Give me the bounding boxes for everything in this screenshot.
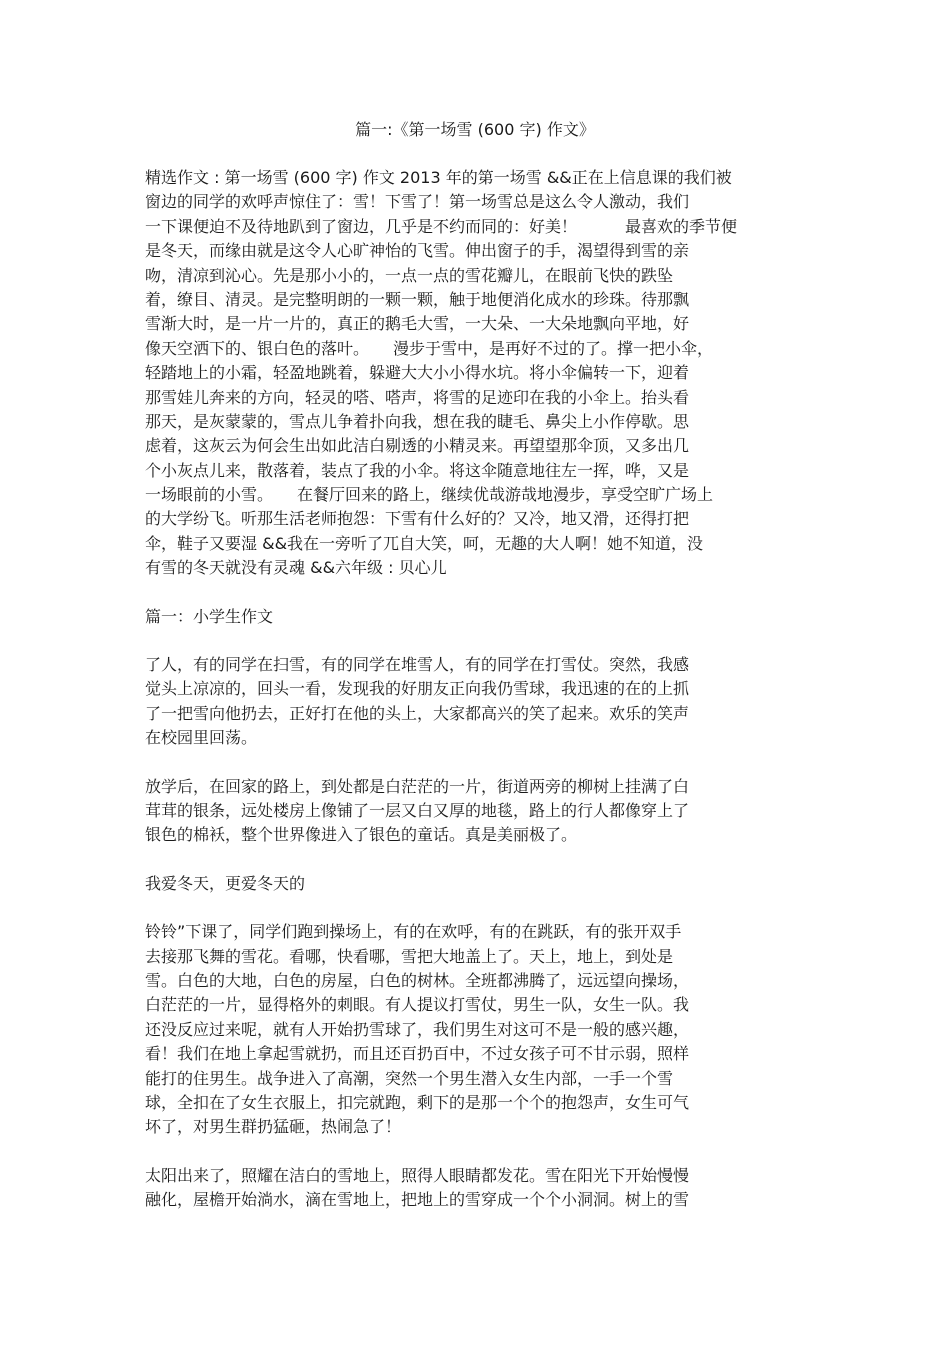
text-line: 茸茸的银条，远处楼房上像铺了一层又白又厚的地毯，路上的行人都像穿上了 bbox=[145, 800, 690, 820]
text-line: 球，全扣在了女生衣服上，扣完就跑，剩下的是那一个个的抱怨声，女生可气 bbox=[145, 1092, 690, 1112]
text-line: 一场眼前的小雪。 在餐厅回来的路上，继续优哉游哉地漫步，享受空旷广场上 bbox=[145, 485, 714, 505]
text-line: 放学后，在回家的路上，到处都是白茫茫的一片，街道两旁的柳树上挂满了白 bbox=[145, 776, 690, 796]
text-line: 像天空洒下的、银白色的落叶。 漫步于雪中，是再好不过的了。撑一把小伞， bbox=[145, 338, 714, 358]
text-line: 雪渐大时，是一片一片的，真正的鹅毛大雪，一大朵、一大朵地飘向平地，好 bbox=[145, 314, 690, 334]
paragraph bbox=[145, 1164, 825, 1213]
document-body bbox=[145, 166, 825, 1212]
text-line: 还没反应过来呢，就有人开始扔雪球了，我们男生对这可不是一般的感兴趣， bbox=[145, 1019, 690, 1039]
paragraph bbox=[145, 775, 825, 848]
text-line: 那雪娃儿奔来的方向，轻灵的嗒、嗒声，将雪的足迹印在我的小伞上。抬头看 bbox=[145, 387, 690, 407]
text-line: 去接那飞舞的雪花。看哪，快看哪，雪把大地盖上了。天上，地上，到处是 bbox=[145, 946, 674, 966]
text-line: 虑着，这灰云为何会生出如此洁白剔透的小精灵来。再望望那伞顶，又多出几 bbox=[145, 436, 690, 456]
text-line: 白茫茫的一片，显得格外的刺眼。有人提议打雪仗，男生一队，女生一队。我 bbox=[145, 995, 690, 1015]
text-line: 能打的住男生。战争进入了高潮，突然一个男生潜入女生内部，一手一个雪 bbox=[145, 1068, 674, 1088]
text-line: 铃铃”下课了，同学们跑到操场上，有的在欢呼，有的在跳跃，有的张开双手 bbox=[145, 922, 682, 942]
text-line: 银色的棉袄，整个世界像进入了银色的童话。真是美丽极了。 bbox=[145, 825, 578, 845]
text-line: 我爱冬天，更爱冬天的 bbox=[145, 873, 306, 893]
text-line: 那天，是灰蒙蒙的，雪点儿争着扑向我，想在我的睫毛、鼻尖上小作停歇。思 bbox=[145, 411, 690, 431]
text-line: 吻，清凉到沁心。先是那小小的，一点一点的雪花瓣儿，在眼前飞快的跌坠 bbox=[145, 265, 674, 285]
paragraph bbox=[145, 920, 825, 1140]
text-line: 个小灰点儿来，散落着，装点了我的小伞。将这伞随意地往左一挥，哗，又是 bbox=[145, 460, 690, 480]
section-heading: 篇一：小学生作文 bbox=[145, 606, 274, 626]
text-line: 看！我们在地上拿起雪就扔，而且还百扔百中，不过女孩子可不甘示弱，照样 bbox=[145, 1044, 690, 1064]
text-line: 着，缭目、清灵。是完整明朗的一颗一颗，触于地便消化成水的珍珠。待那飘 bbox=[145, 289, 690, 309]
text-line: 有雪的冬天就没有灵魂 &&六年级 : 贝心儿 bbox=[145, 558, 447, 578]
text-line: 精选作文 : 第一场雪 (600 字) 作文 2013 年的第一场雪 &&正在上信息课的我们被 bbox=[145, 168, 732, 187]
text-line: 了人，有的同学在扫雪，有的同学在堆雪人，有的同学在打雪仗。突然，我感 bbox=[145, 655, 690, 675]
text-line: 在校园里回荡。 bbox=[145, 728, 258, 748]
text-line: 融化，屋檐开始淌水，滴在雪地上，把地上的雪穿成一个个小洞洞。树上的雪 bbox=[145, 1190, 690, 1210]
text-line: 一下课便迫不及待地趴到了窗边，几乎是不约而同的：好美！ 最喜欢的季节便 bbox=[145, 216, 738, 236]
essay-section-1 bbox=[145, 166, 825, 581]
paragraph bbox=[145, 653, 825, 751]
document-title: 篇一:《第一场雪 (600 字) 作文》 bbox=[355, 120, 595, 139]
text-line: 太阳出来了，照耀在洁白的雪地上，照得人眼睛都发花。雪在阳光下开始慢慢 bbox=[145, 1165, 690, 1185]
text-line: 伞，鞋子又要湿 &&我在一旁听了兀自大笑，呵，无趣的大人啊！她不知道，没 bbox=[145, 533, 704, 553]
text-line: 是冬天，而缘由就是这令人心旷神怡的飞雪。伸出窗子的手，渴望得到雪的亲 bbox=[145, 241, 690, 261]
text-line: 雪。白色的大地，白色的房屋，白色的树林。全班都沸腾了，远远望向操场， bbox=[145, 970, 690, 990]
text-line: 觉头上凉凉的，回头一看，发现我的好朋友正向我仍雪球，我迅速的在的上抓 bbox=[145, 679, 690, 699]
text-line: 轻踏地上的小霜，轻盈地跳着，躲避大大小小得水坑。将小伞偏转一下，迎着 bbox=[145, 363, 690, 383]
text-line: 窗边的同学的欢呼声惊住了：雪！下雪了！第一场雪总是这么令人激动，我们 bbox=[145, 192, 690, 212]
text-line: 的大学纷飞。听那生活老师抱怨：下雪有什么好的？又冷，地又滑，还得打把 bbox=[145, 509, 690, 529]
paragraph bbox=[145, 872, 825, 896]
text-line: 了一把雪向他扔去，正好打在他的头上，大家都高兴的笑了起来。欢乐的笑声 bbox=[145, 703, 690, 723]
text-line: 坏了，对男生群扔猛砸，热闹急了！ bbox=[145, 1117, 402, 1137]
